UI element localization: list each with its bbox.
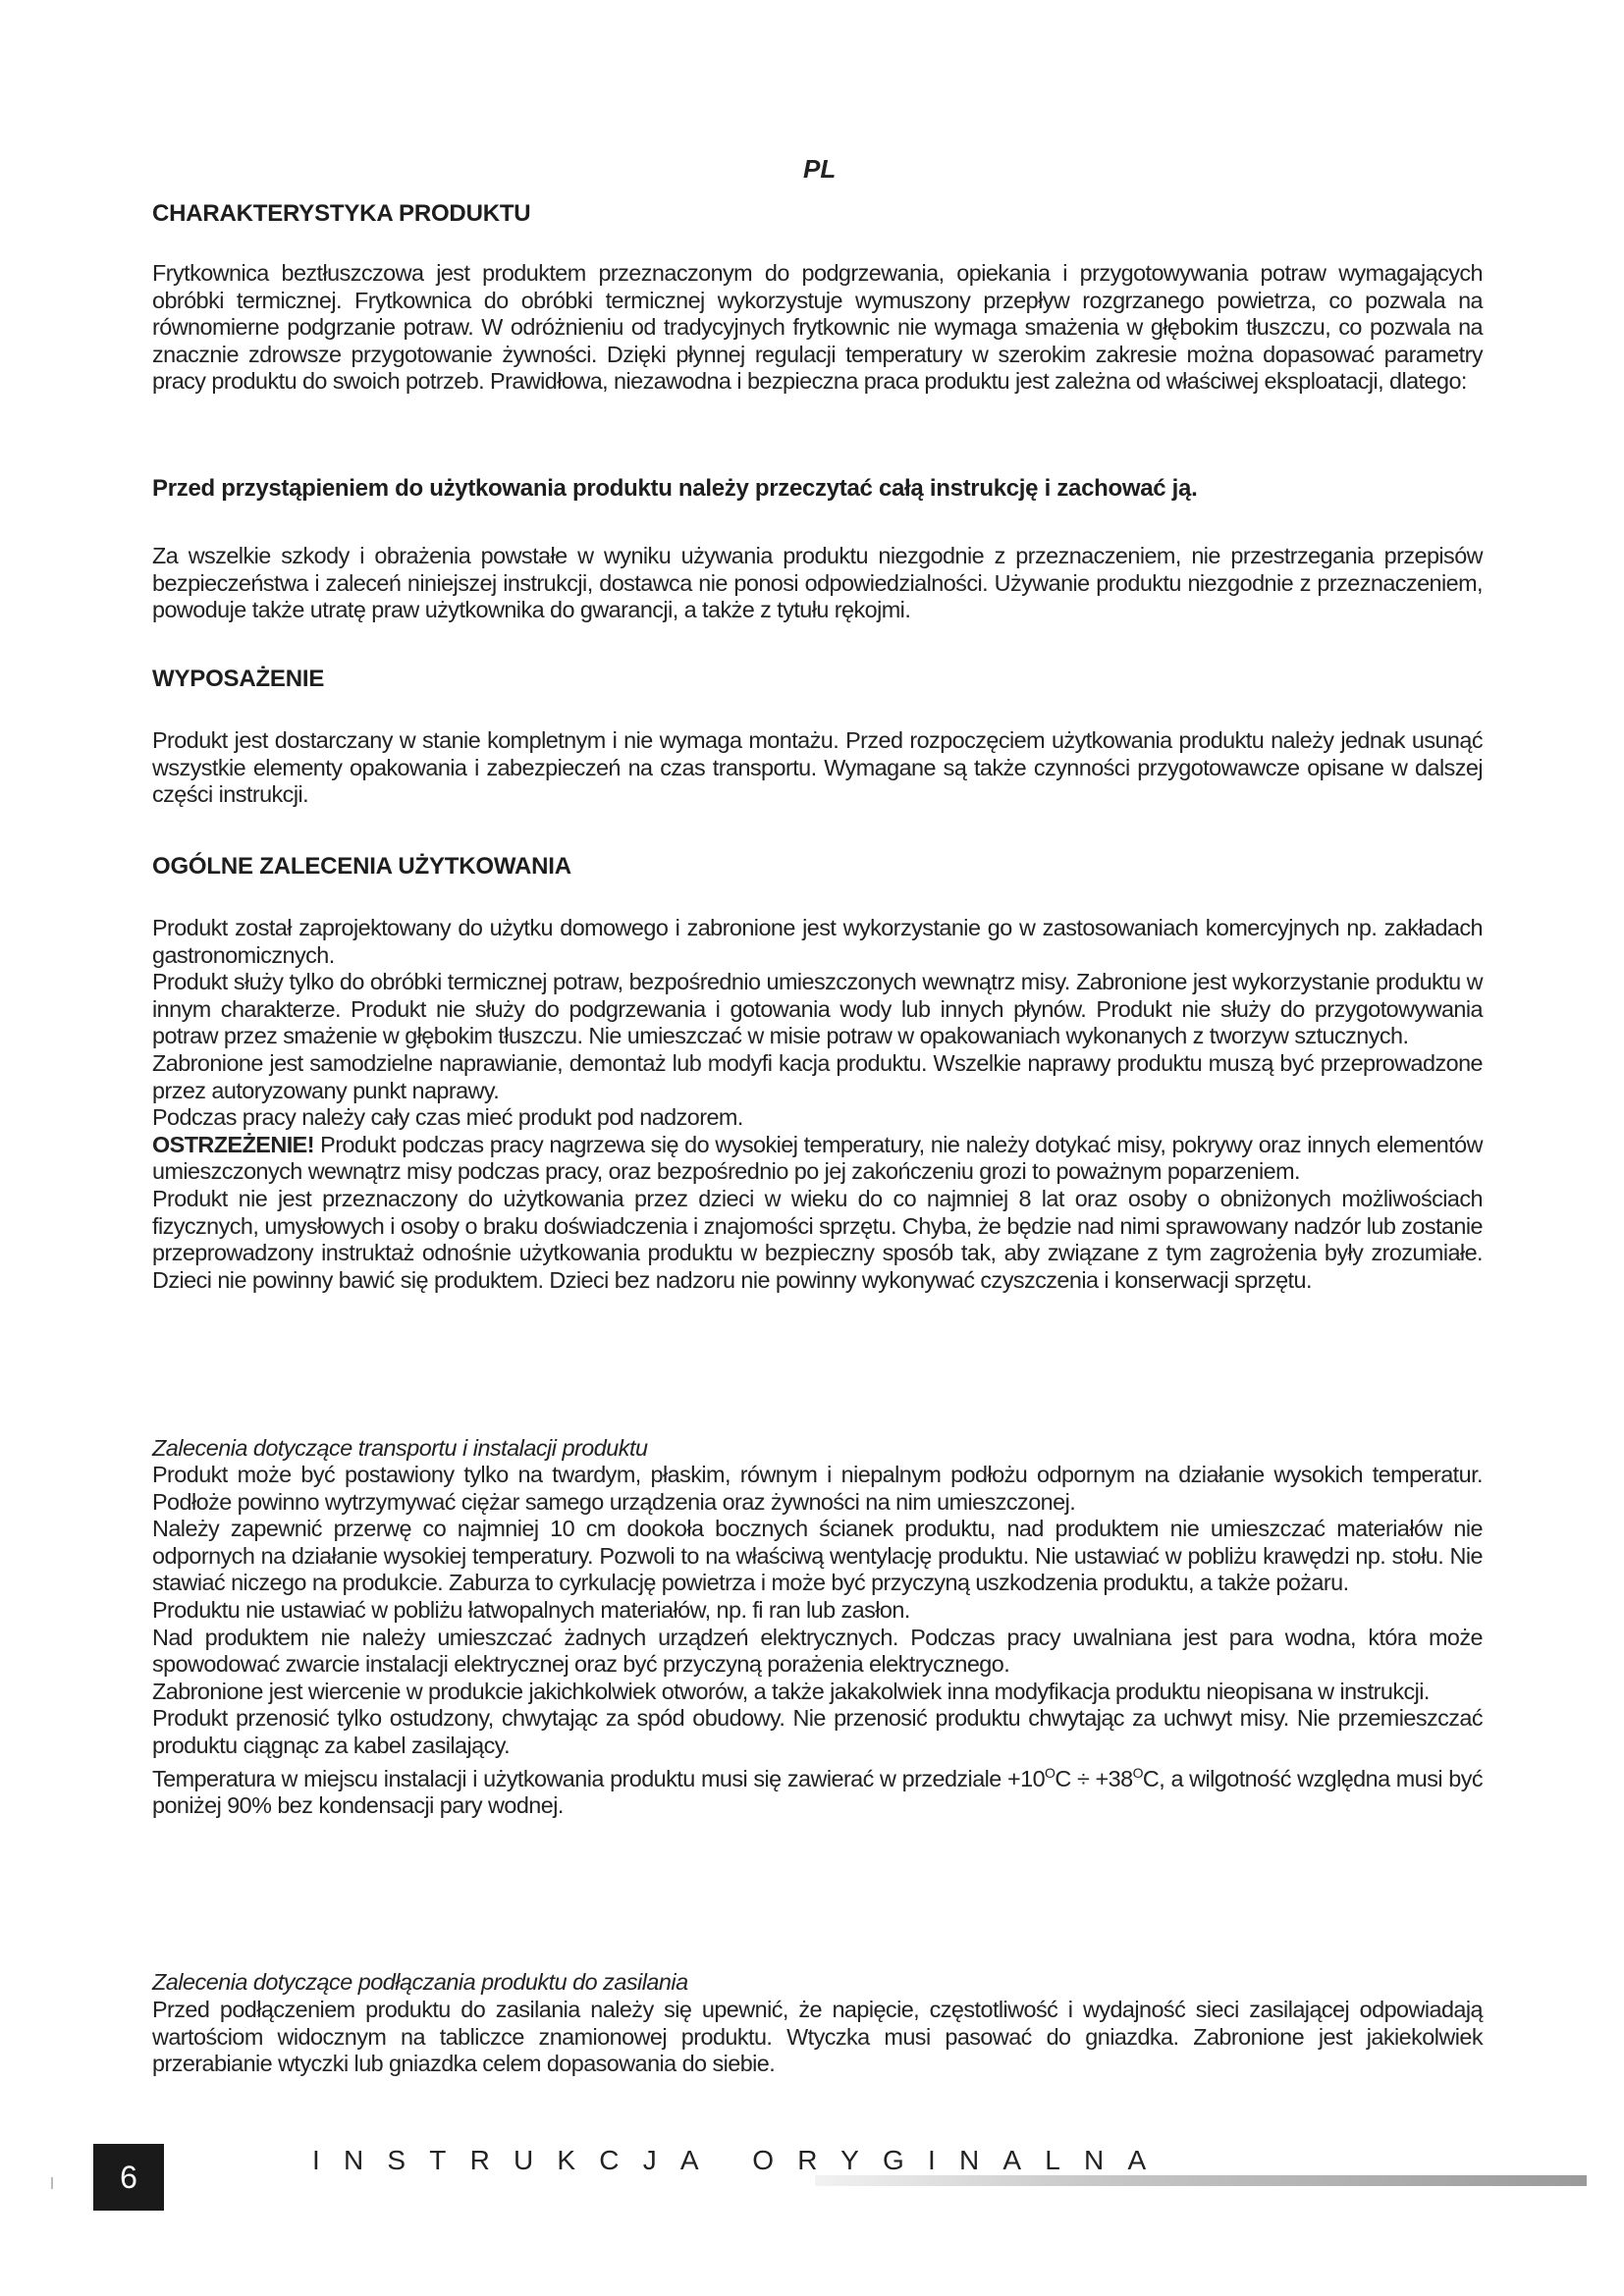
bold-instruction-note: Przed przystąpieniem do użytkowania produktu należy przeczytać całą instrukcję i zachować ją. <box>152 475 1198 502</box>
paragraph-text: Zabronione jest samodzielne naprawianie, demontaż lub modyfi kacja produktu. Wszelkie naprawy produktu muszą być przeprowadzone przez autoryzowany punkt naprawy. <box>152 1049 1483 1103</box>
paragraph-text: Przed podłączeniem produktu do zasilania należy się upewnić, że napięcie, częstotliwość i wydajność sieci zasilającej odpowiadają wartościom widocznym na tabliczce znamionowej produktu. Wtyczka musi pasować do gniazdka. Zabronione jest jakiekolwiek przerabianie wtyczki lub gniazdka celem dopasowania do siebie. <box>152 1997 1483 2077</box>
temp-text-c: C, a wilgotność względna musi być poniżej 90% bez kondensacji pary wodnej. <box>152 1765 1483 1818</box>
subheading-zasilanie: Zalecenia dotyczące podłączania produktu do zasilania <box>152 1969 688 1995</box>
paragraph-text: Produkt nie jest przeznaczony do użytkowania przez dzieci w wieku do co najmniej 8 lat oraz osoby o obniżonych możliwościach fizycznych, umysłowych i osoby o braku doświadczenia i znajomości sprzętu. Chyba, że będzie nad nimi sprawowany nadzór lub zostanie przeprowadzony instruktaż odnośnie użytkowania produktu w bezpieczny sposób tak, aby związane z tym zagrożenia były zrozumiałe. Dzieci nie powinny bawić się produktem. Dzieci bez nadzoru nie powinny wykonywać czyszczenia i konserwacji sprzętu. <box>152 1185 1483 1293</box>
temp-text-a: Temperatura w miejscu instalacji i użytkowania produktu musi się zawierać w przedziale +10 <box>152 1765 1046 1791</box>
temperature-paragraph <box>152 1760 1483 1820</box>
section-title-wyposazenie: WYPOSAŻENIE <box>152 666 325 692</box>
language-code: PL <box>803 154 837 184</box>
paragraph-text: Frytkownica beztłuszczowa jest produktem przeznaczonym do podgrzewania, opiekania i przygotowywania potraw wymagających obróbki termicznej. Frytkownica do obróbki termicznej wykorzystuje wymuszony przepływ rozgrzanego powietrza, co pozwala na równomierne podgrzanie potraw. W odróżnieniu od tradycyjnych frytkownic nie wymaga smażenia w głębokim tłuszczu, co pozwala na znacznie zdrowsze przygotowanie żywności. Dzięki płynnej regulacji temperatury w szerokim zakresie można dopasować parametry pracy produktu do swoich potrzeb. Prawidłowa, niezawodna i bezpieczna praca produktu jest zależna od właściwej eksploatacji, dlatego: <box>152 260 1483 395</box>
section-title-charakterystyka: CHARAKTERYSTYKA PRODUKTU <box>152 200 531 227</box>
paragraph-text: Produkt jest dostarczany w stanie kompletnym i nie wymaga montażu. Przed rozpoczęciem użytkowania produktu należy jednak usunąć wszystkie elementy opakowania i zabezpieczeń na czas transportu. Wymagane są także czynności przygotowawcze opisane w dalszej części instrukcji. <box>152 727 1483 808</box>
warning-text: Produkt podczas pracy nagrzewa się do wysokiej temperatury, nie należy dotykać misy, pokrywy oraz innych elementów umieszczonych wewnątrz misy podczas pracy, oraz bezpośrednio po jej zakończeniu grozi to poważnym poparzeniem. <box>152 1131 1483 1185</box>
paragraph-text: Zabronione jest wiercenie w produkcie jakichkolwiek otworów, a także jakakolwiek inna modyfikacja produktu nieopisana w instrukcji. <box>152 1678 1430 1704</box>
paragraph-text: Produkt został zaprojektowany do użytku domowego i zabronione jest wykorzystanie go w zastosowaniach komercyjnych np. zakładach gastronomicznych. <box>152 915 1483 968</box>
paragraph-text: Produkt służy tylko do obróbki termicznej potraw, bezpośrednio umieszczonych wewnątrz misy. Zabronione jest wykorzystanie produktu w innym charakterze. Produkt nie służy do podgrzewania i gotowania wody lub innych płynów. Produkt nie służy do przygotowywania potraw przez smażenie w głębokim tłuszczu. Nie umieszczać w misie potraw w opakowaniach wykonanych z tworzyw sztucznych. <box>152 969 1483 1049</box>
paragraph-text: Produkt może być postawiony tylko na twardym, płaskim, równym i niepalnym podłożu odpornym na działanie wysokich temperatur. Podłoże powinno wytrzymywać ciężar samego urządzenia oraz żywności na nim umieszczonej. <box>152 1462 1483 1515</box>
footer-title: INSTRUKCJA ORYGINALNA <box>312 2145 1170 2175</box>
paragraph-text: Produktu nie ustawiać w pobliżu łatwopalnych materiałów, np. fi ran lub zasłon. <box>152 1596 910 1623</box>
degree-sup: O <box>1045 1764 1056 1781</box>
page-number: 6 <box>93 2144 164 2211</box>
paragraph-text: Należy zapewnić przerwę co najmniej 10 cm dookoła bocznych ścianek produktu, nad produktem nie umieszczać materiałów nie odpornych na działanie wysokiej temperatury. Pozwoli to na właściwą wentylację produktu. Nie ustawiać w pobliżu krawędzi np. stołu. Nie stawiać niczego na produkcie. Zaburza to cyrkulację powietrza i może być przyczyną uszkodzenia produktu, a także pożaru. <box>152 1516 1483 1596</box>
power-recommendations-block <box>152 1997 1483 2078</box>
paragraph-product-description <box>152 260 1483 396</box>
section-title-ogolne: OGÓLNE ZALECENIA UŻYTKOWANIA <box>152 853 571 880</box>
paragraph-equipment <box>152 727 1483 809</box>
transport-recommendations-block <box>152 1462 1483 1820</box>
paragraph-text: Produkt przenosić tylko ostudzony, chwytając za spód obudowy. Nie przenosić produktu chwytając za uchwyt misy. Nie przemieszczać produktu ciągnąc za kabel zasilający. <box>152 1705 1483 1758</box>
temp-text-b: C ÷ +38 <box>1055 1765 1133 1791</box>
footer-tick-mark <box>51 2177 53 2189</box>
warning-label: OSTRZEŻENIE! <box>152 1131 314 1157</box>
footer-gradient-bar <box>815 2175 1587 2186</box>
subheading-transport: Zalecenia dotyczące transportu i instalacji produktu <box>152 1435 648 1461</box>
paragraph-text: Nad produktem nie należy umieszczać żadnych urządzeń elektrycznych. Podczas pracy uwalniana jest para wodna, która może spowodować zwarcie instalacji elektrycznej oraz być przyczyną porażenia elektrycznego. <box>152 1624 1483 1678</box>
paragraph-text: Podczas pracy należy cały czas mieć produkt pod nadzorem. <box>152 1104 743 1131</box>
paragraph-text: Za wszelkie szkody i obrażenia powstałe w wyniku używania produktu niezgodnie z przeznaczeniem, nie przestrzegania przepisów bezpieczeństwa i zaleceń niniejszej instrukcji, dostawca nie ponosi odpowiedzialności. Używanie produktu niezgodnie z przeznaczeniem, powoduje także utratę praw użytkownika do gwarancji, a także z tytułu rękojmi. <box>152 543 1483 623</box>
degree-sup: O <box>1132 1764 1143 1781</box>
warning-paragraph <box>152 1132 1483 1186</box>
paragraph-liability <box>152 543 1483 624</box>
general-recommendations-block <box>152 915 1483 1294</box>
